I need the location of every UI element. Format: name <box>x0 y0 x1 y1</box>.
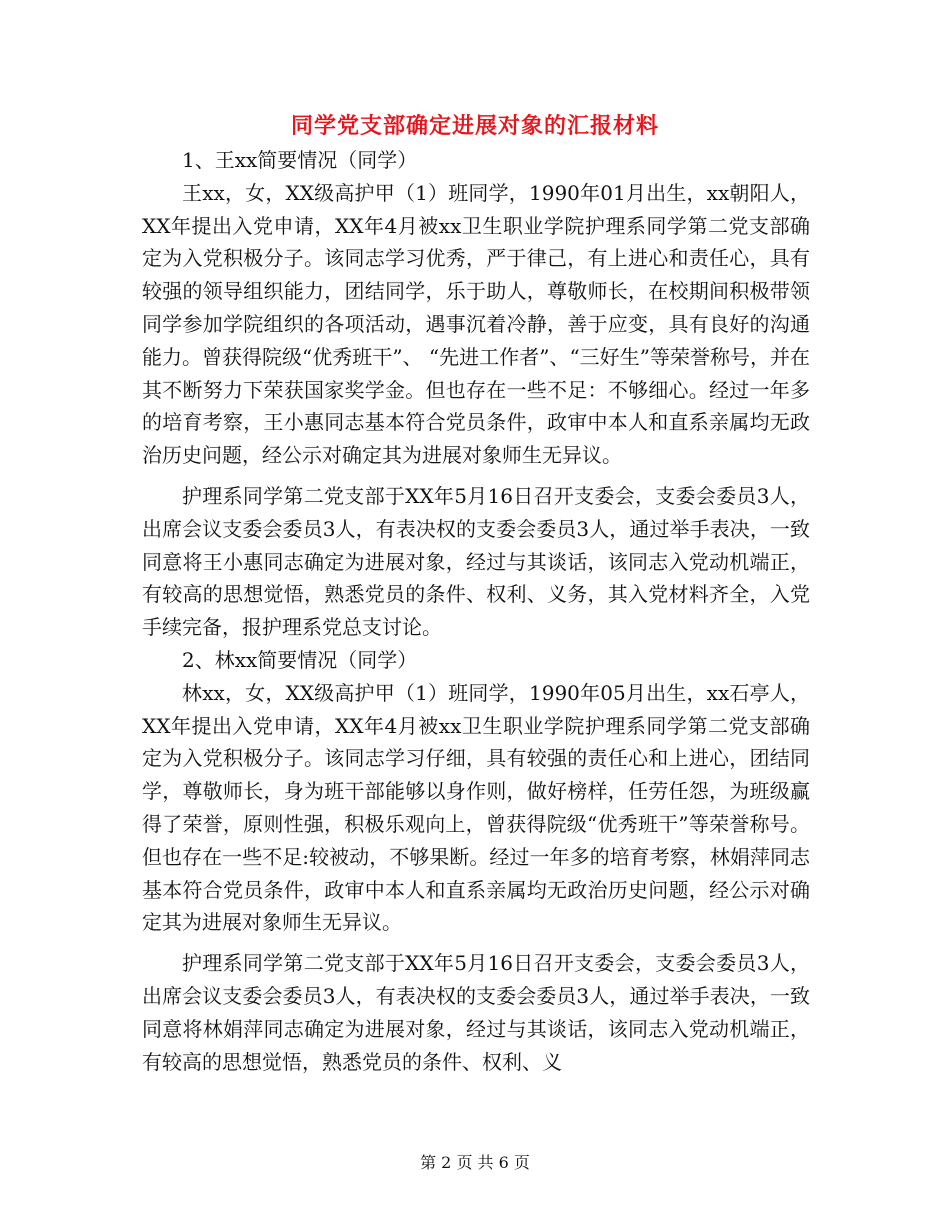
paragraph: 林xx，女，XX级高护甲（1）班同学，1990年05月出生，xx石亭人，XX年提出入党申请，XX年4月被xx卫生职业学院护理系同学第二党支部确定为入党积极分子。该同志学习仔细，具有较强的责任心和上进心，团结同学，尊敬师长，身为班干部能够以身作则，做好榜样，任劳任怨，为班级赢得了荣誉，原则性强，积极乐观向上，曾获得院级“优秀班干”等荣誉称号。但也存在一些不足:较被动，不够果断。经过一年多的培育考察，林娟萍同志基本符合党员条件，政审中本人和直系亲属均无政治历史问题，经公示对确定其为进展对象师生无异议。 <box>142 680 810 935</box>
section-heading: 1、王xx简要情况（同学） <box>182 148 418 172</box>
section-heading: 2、林xx简要情况（同学） <box>182 647 418 672</box>
paragraph: 王xx，女，XX级高护甲（1）班同学，1990年01月出生，xx朝阳人，XX年提出入党申请，XX年4月被xx卫生职业学院护理系同学第二党支部确定为入党积极分子。该同志学习优秀，严于律己，有上进心和责任心，具有较强的领导组织能力，团结同学，乐于助人，尊敬师长，在校期间积极带领同学参加学院组织的各项活动，遇事沉着冷静，善于应变，具有良好的沟通能力。曾获得院级“优秀班干”、 “先进工作者”、“三好生”等荣誉称号，并在其不断努力下荣获国家奖学金。但也存在一些不足：不够细心。经过一年多的培育考察，王小惠同志基本符合党员条件，政审中本人和直系亲属均无政治历史问题，经公示对确定其为进展对象师生无异议。 <box>142 180 810 468</box>
page-number-footer: 第 2 页 共 6 页 <box>420 1153 530 1172</box>
document-title: 同学党支部确定进展对象的汇报材料 <box>290 113 659 139</box>
paragraph: 护理系同学第二党支部于XX年5月16日召开支委会，支委会委员3人，出席会议支委会委员3人，有表决权的支委会委员3人，通过举手表决，一致同意将王小惠同志确定为进展对象，经过与其谈话，该同志入党动机端正，有较高的思想觉悟，熟悉党员的条件、权利、义务，其入党材料齐全，入党手续完备，报护理系党总支讨论。 <box>142 483 810 640</box>
paragraph: 护理系同学第二党支部于XX年5月16日召开支委会，支委会委员3人，出席会议支委会委员3人，有表决权的支委会委员3人，通过举手表决，一致同意将林娟萍同志确定为进展对象，经过与其谈话，该同志入党动机端正，有较高的思想觉悟，熟悉党员的条件、权利、义 <box>142 951 810 1074</box>
document-body <box>142 144 810 1078</box>
